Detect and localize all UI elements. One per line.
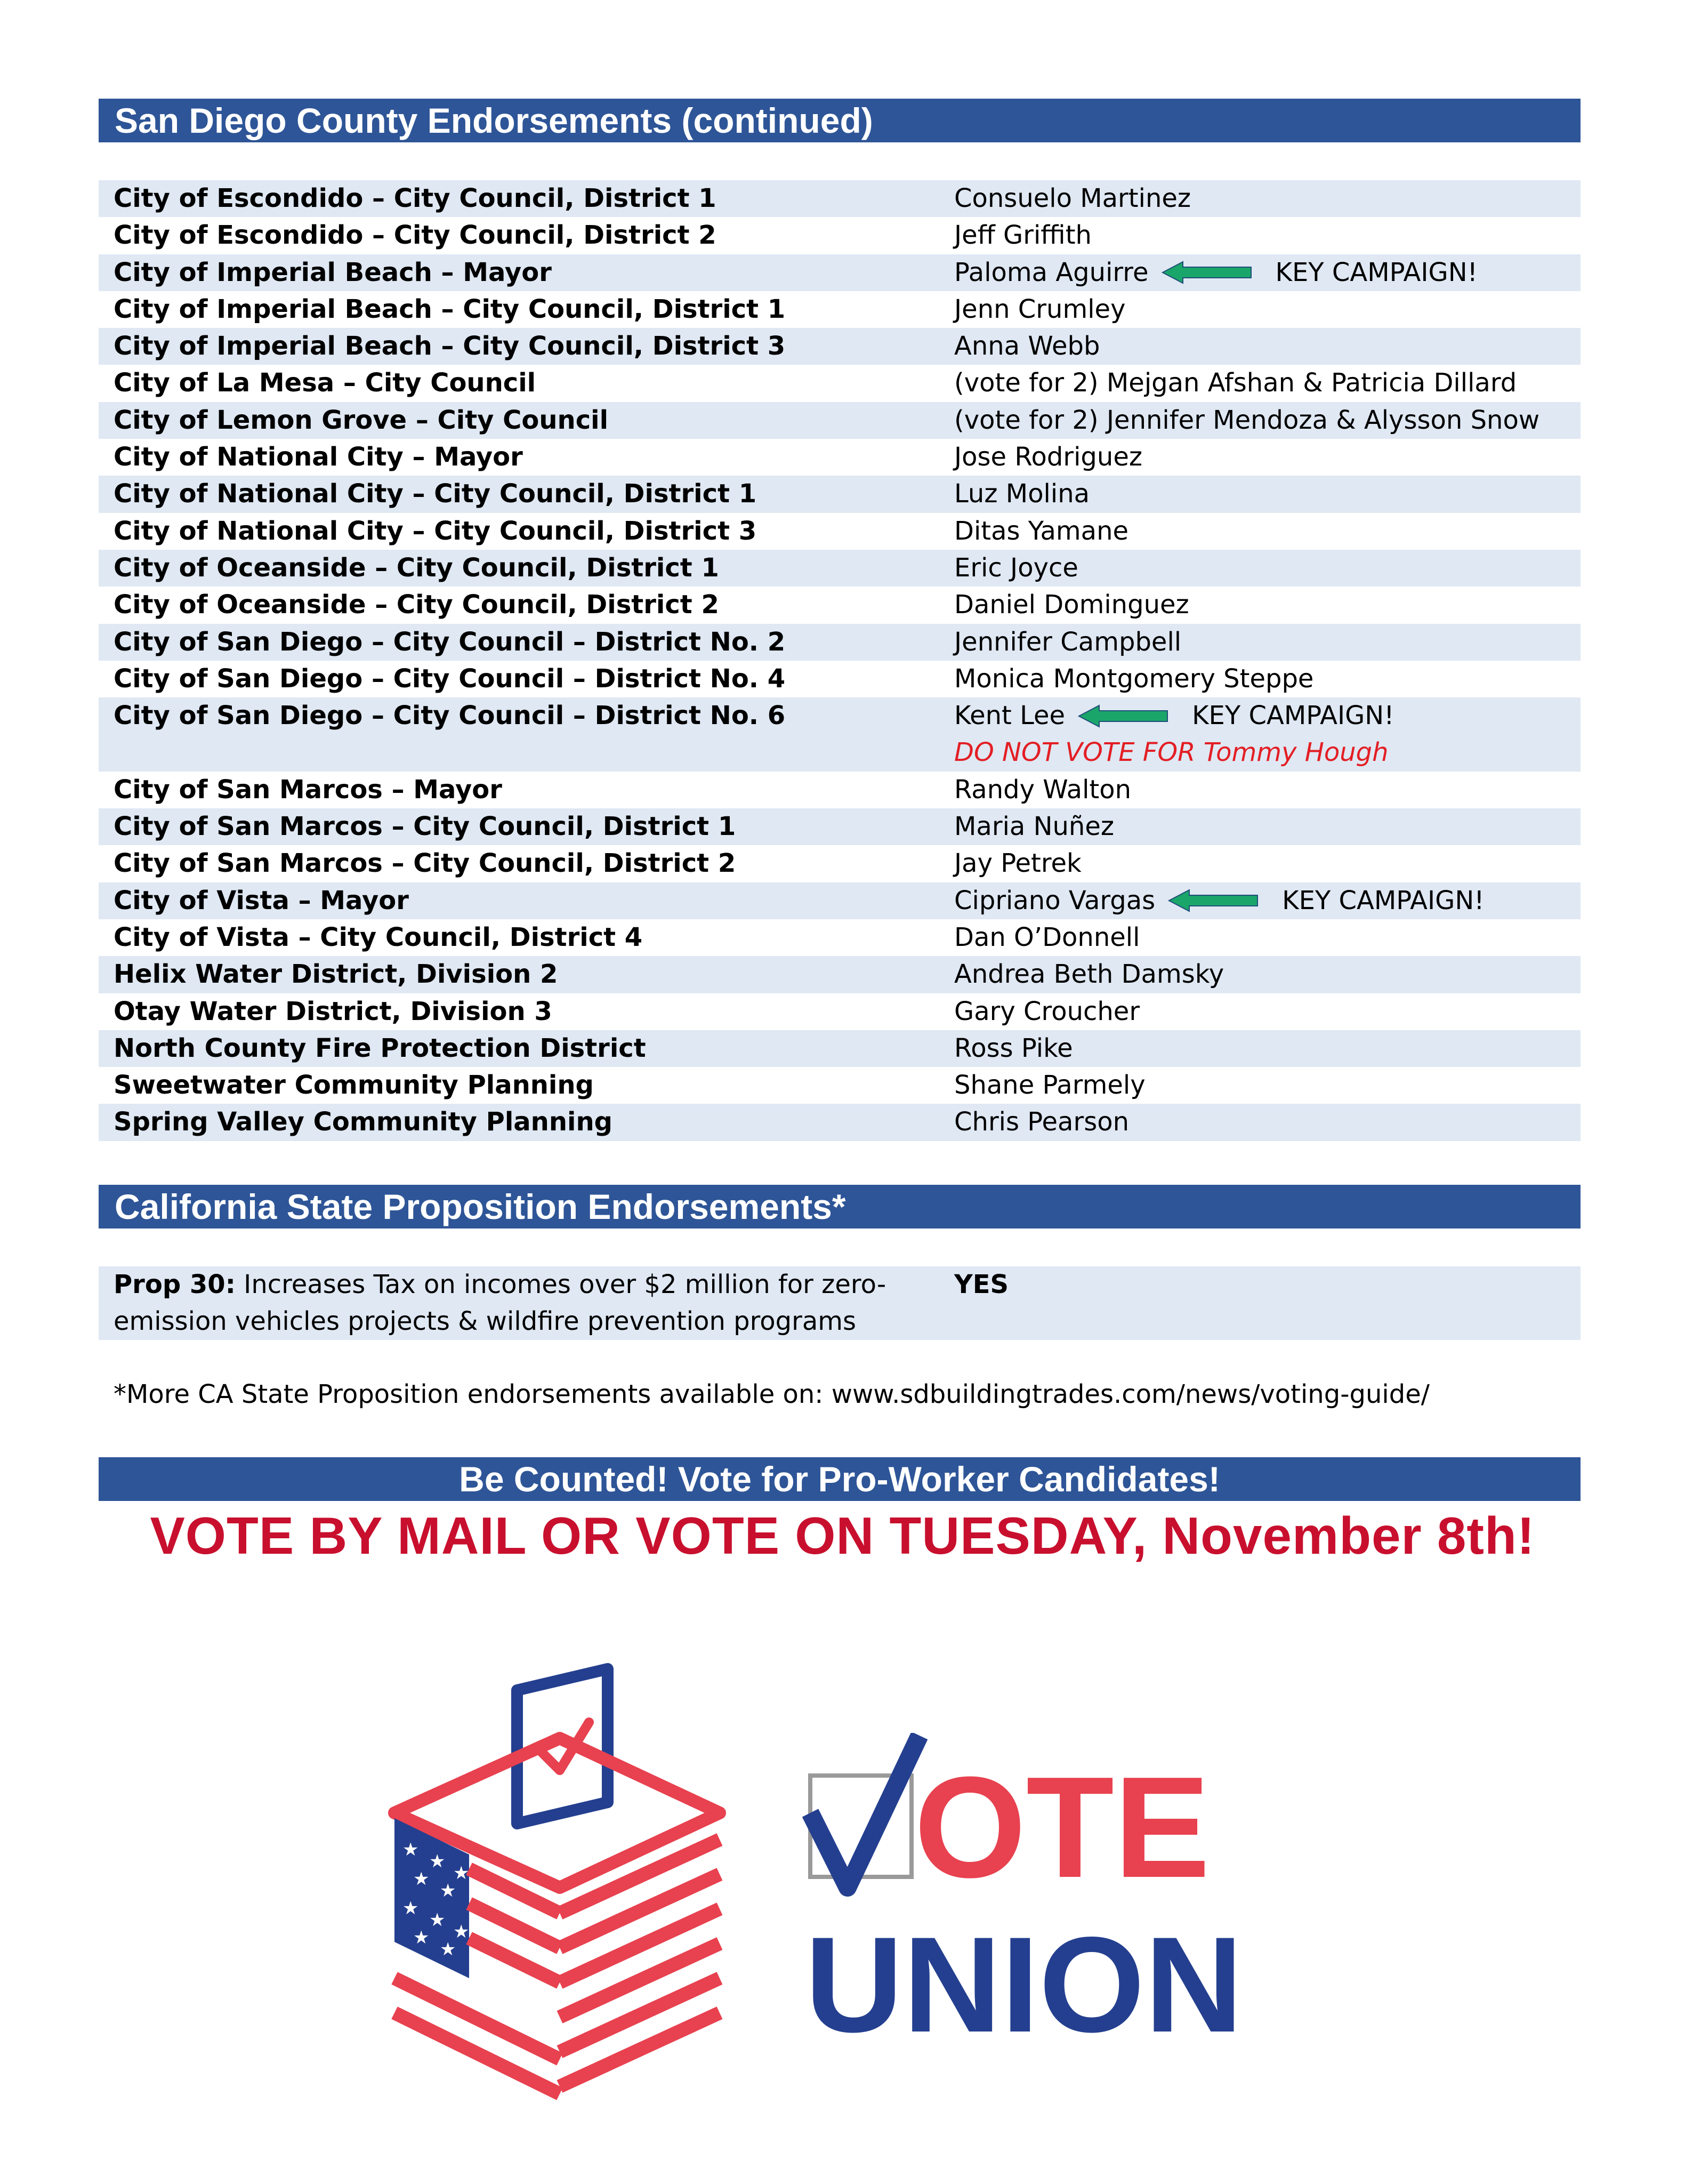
endorsement-row [99,1104,1581,1141]
svg-text:★: ★ [440,1880,456,1901]
prop-description-text: Increases Tax on incomes over $2 million for zero-emission vehicles projects & wildfire prevention programs [114,1270,886,1336]
office-name: City of Oceanside – City Council, District 2 [114,590,719,620]
office-name: City of Imperial Beach – Mayor [114,257,552,287]
office-name: Otay Water District, Division 3 [114,996,552,1026]
office-name: City of National City – City Council, District 1 [114,479,757,509]
svg-text:★: ★ [440,1939,456,1960]
office-name: City of Escondido – City Council, District 2 [114,220,716,251]
candidate-name: Consuelo Martinez [954,183,1191,213]
endorsement-row [99,919,1581,956]
endorsement-row [99,550,1581,587]
endorsements-table [99,180,1581,1141]
arrow-left-icon [1168,889,1259,912]
candidate-name: Jenn Crumley [954,294,1126,324]
office-name: City of Oceanside – City Council, District 1 [114,552,719,583]
county-section-header: San Diego County Endorsements (continued) [99,99,1581,142]
candidate-cell [954,550,1078,587]
candidate-cell [954,476,1090,512]
warning-note: DO NOT VOTE FOR Tommy Hough [954,737,1389,768]
candidate-cell [954,328,1100,365]
candidate-name: Anna Webb [954,331,1100,362]
candidate-cell [954,1104,1129,1141]
candidate-cell [954,439,1142,476]
candidate-cell [954,808,1114,845]
vote-word: OTE [914,1747,1211,1908]
candidate-cell [954,993,1140,1030]
key-campaign-label: KEY CAMPAIGN! [1192,701,1394,731]
endorsement-row [99,624,1581,661]
candidate-cell [954,772,1131,808]
endorsement-row [99,587,1581,623]
svg-text:★: ★ [413,1927,430,1948]
office-name: City of Imperial Beach – City Council, District 3 [114,331,786,362]
office-name: Sweetwater Community Planning [114,1070,594,1101]
candidate-name: Eric Joyce [954,552,1078,583]
candidate-cell [954,697,1394,734]
candidate-cell [954,661,1313,697]
candidate-cell [954,882,1485,919]
candidate-cell [954,291,1126,328]
candidate-name: Shane Parmely [954,1070,1146,1101]
candidate-cell [954,956,1224,993]
candidate-name: Maria Nuñez [954,812,1115,842]
candidate-name: Luz Molina [954,479,1090,509]
office-name: City of San Diego – City Council – District No. 2 [114,627,786,657]
endorsement-row [99,476,1581,512]
candidate-name: (vote for 2) Jennifer Mendoza & Alysson Snow [954,405,1540,435]
office-name: City of San Marcos – Mayor [114,774,502,805]
key-campaign-label: KEY CAMPAIGN! [1275,257,1478,287]
office-name: City of San Marcos – City Council, District 1 [114,812,736,842]
endorsement-row [99,661,1581,697]
candidate-name: Chris Pearson [954,1107,1129,1137]
endorsement-row [99,1030,1581,1067]
candidate-name: Cipriano Vargas [954,885,1156,916]
ballot-box-logo [384,1658,768,2111]
prop-section-header: California State Proposition Endorsements* [99,1185,1581,1228]
office-name: North County Fire Protection District [114,1033,646,1063]
endorsement-row [99,180,1581,217]
candidate-cell [954,365,1517,402]
endorsement-row [99,808,1581,845]
candidate-cell [954,254,1478,291]
prop-vote: YES [954,1270,1009,1299]
office-name: City of Imperial Beach – City Council, District 1 [114,294,786,324]
svg-text:★: ★ [453,1921,470,1942]
office-name: City of Lemon Grove – City Council [114,405,609,435]
vote-union-logo [800,1733,1322,2044]
endorsement-row [99,1067,1581,1104]
endorsement-row [99,697,1581,772]
office-name: City of San Marcos – City Council, District 2 [114,848,736,879]
arrow-left-icon [1162,261,1252,284]
vote-date-banner: VOTE BY MAIL OR VOTE ON TUESDAY, November 8th! [150,1506,1535,1565]
endorsement-row [99,882,1581,919]
office-name: City of San Diego – City Council – District No. 6 [114,701,786,731]
candidate-name: Jeff Griffith [954,220,1092,251]
office-name: City of National City – City Council, District 3 [114,516,757,546]
candidate-cell [954,402,1539,439]
union-word: UNION [805,1909,1243,2042]
footnote: *More CA State Proposition endorsements available on: www.sdbuildingtrades.com/news/voting-guide/ [114,1379,1430,1409]
candidate-cell [954,845,1082,882]
candidate-name: (vote for 2) Mejgan Afshan & Patricia Dillard [954,368,1517,398]
endorsement-row [99,291,1581,328]
svg-text:★: ★ [402,1839,419,1860]
endorsement-row [99,439,1581,476]
office-name: City of San Diego – City Council – District No. 4 [114,663,786,694]
candidate-cell [954,217,1092,254]
candidate-name: Jennifer Campbell [954,627,1182,657]
candidate-name: Kent Lee [954,701,1066,731]
candidate-name: Ditas Yamane [954,516,1129,546]
endorsement-row [99,365,1581,402]
cta-header: Be Counted! Vote for Pro-Worker Candidates! [99,1457,1581,1501]
office-name: Spring Valley Community Planning [114,1107,612,1137]
office-name: City of National City – Mayor [114,442,523,472]
candidate-cell [954,513,1128,550]
candidate-name: Monica Montgomery Steppe [954,663,1314,694]
candidate-name: Jay Petrek [954,848,1082,879]
svg-text:★: ★ [429,1909,446,1931]
svg-text:★: ★ [402,1898,419,1919]
office-name: Helix Water District, Division 2 [114,959,558,990]
office-name: City of Vista – City Council, District 4 [114,922,643,952]
candidate-name: Andrea Beth Damsky [954,959,1224,990]
endorsement-row [99,402,1581,439]
checkmark-icon [810,1736,920,1888]
candidate-cell [954,1030,1073,1067]
svg-text:★: ★ [413,1868,430,1890]
candidate-name: Jose Rodriguez [954,442,1143,472]
endorsement-row [99,254,1581,291]
arrow-left-icon [1078,704,1168,728]
candidate-cell [954,624,1181,661]
endorsement-row [99,328,1581,365]
prop-row [99,1266,1581,1340]
candidate-name: Paloma Aguirre [954,257,1149,287]
candidate-name: Randy Walton [954,774,1132,805]
candidate-cell [954,180,1191,217]
candidate-cell [954,587,1189,623]
candidate-cell [954,1067,1146,1104]
office-name: City of La Mesa – City Council [114,368,536,398]
candidate-name: Gary Croucher [954,996,1140,1026]
office-name: City of Vista – Mayor [114,885,409,916]
prop-description [114,1266,929,1340]
svg-text:★: ★ [453,1862,470,1884]
endorsement-row [99,513,1581,550]
endorsement-row [99,772,1581,808]
candidate-name: Dan O’Donnell [954,922,1140,952]
endorsement-row [99,993,1581,1030]
office-name: City of Escondido – City Council, District 1 [114,183,716,213]
prop-label: Prop 30: [114,1270,236,1299]
endorsement-row [99,217,1581,254]
vote-union-wordmark [800,1733,1322,2042]
candidate-cell [954,919,1140,956]
endorsement-row [99,956,1581,993]
svg-text:★: ★ [429,1851,446,1872]
candidate-name: Ross Pike [954,1033,1073,1063]
endorsement-row [99,845,1581,882]
key-campaign-label: KEY CAMPAIGN! [1282,885,1485,916]
candidate-name: Daniel Dominguez [954,590,1189,620]
